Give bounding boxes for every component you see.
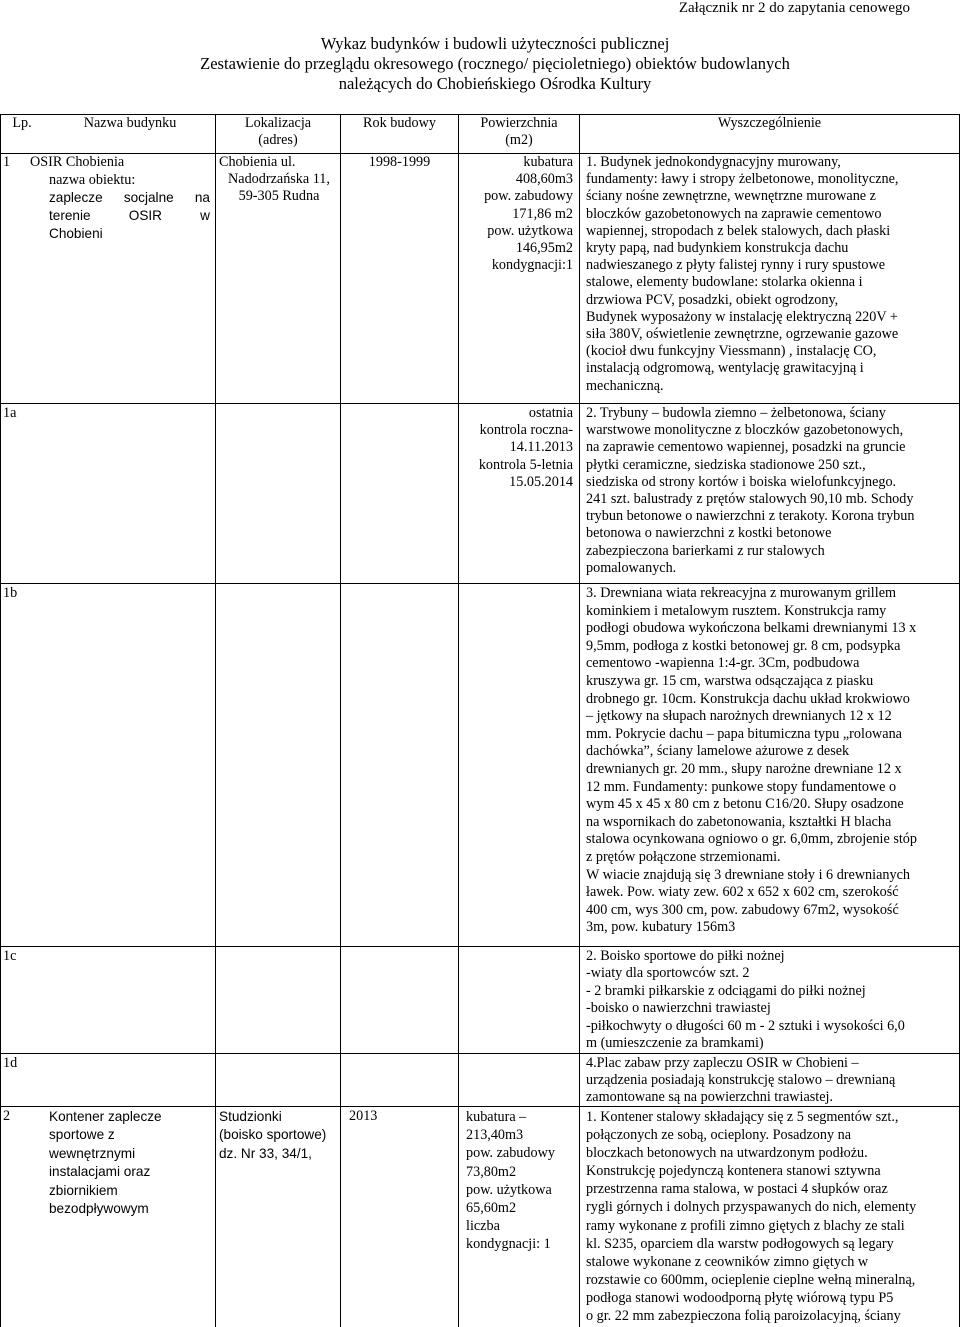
row-number: 2 xyxy=(3,1108,11,1124)
area-values xyxy=(459,154,573,274)
location-line: 59-305 Rudna xyxy=(238,188,320,205)
details-line: 1. Kontener stalowy składający się z 5 segmentów szt., xyxy=(586,1109,899,1125)
details-line: kl. S235, oparciem dla warstw podłogowych są legary xyxy=(586,1235,894,1252)
details-line: połączonych ze sobą, ocieplony. Posadzony na xyxy=(586,1127,852,1144)
details-line: W wiacie znajdują się 3 drewniane stoły i 6 drewnianych xyxy=(586,866,910,883)
details-line: o gr. 22 mm zabezpieczona folią paroizolacyjną, ściany xyxy=(586,1308,901,1325)
header-area-line: Powierzchnia xyxy=(480,115,558,131)
area-line: 171,86 m2 xyxy=(512,205,573,222)
header-lp: Lp. xyxy=(12,115,32,131)
details-line: urządzenia posiadają konstrukcję stalowo – drewnianą xyxy=(586,1072,896,1088)
object-name-line: zaplecze socjalne na xyxy=(49,190,210,205)
details-line: Konstrukcję pojedynczą kontenera stanowi sztywna xyxy=(586,1163,881,1180)
area-line: pow. użytkowa xyxy=(487,222,573,239)
column-divider xyxy=(340,114,341,1327)
details-block xyxy=(586,1108,954,1325)
details-line: mm. Pokrycie dachu – papa bitumiczna typu „rolowana xyxy=(586,725,902,742)
building-name-line: bezodpływowym xyxy=(49,1201,149,1217)
area-line: kondygnacji:1 xyxy=(491,257,573,274)
details-line: płytki ceramiczne, siedziska stadionowe 250 szt., xyxy=(586,456,866,473)
building-name: OSIR Chobienia xyxy=(30,154,125,170)
building-name-line: wewnętrznymi xyxy=(49,1145,136,1161)
building-name xyxy=(49,1108,214,1218)
details-line: wapiennej, stropodach z belek stalowych, dach płaski xyxy=(586,222,891,239)
details-line: 1. Budynek jednokondygnacyjny murowany, xyxy=(586,154,841,170)
row-number: 1a xyxy=(3,405,17,421)
header-area-line: (m2) xyxy=(505,132,533,149)
details-line: cementowo -wapienna 1:4-gr. 3Cm, podbudowa xyxy=(586,655,860,672)
header-area xyxy=(459,115,579,149)
details-block xyxy=(586,585,954,937)
inspection-dates xyxy=(459,405,573,491)
details-line: rozstawie co 600mm, ocieplenie cieplne wełną mineralną, xyxy=(586,1271,916,1288)
area-line: pow. zabudowy xyxy=(484,188,573,205)
location xyxy=(219,154,339,206)
details-line: 3m, pow. kubatury 156m3 xyxy=(586,919,736,936)
details-line: ramy wykonane z profili zimno giętych z blachy ze stali xyxy=(586,1217,905,1234)
details-line: zabezpieczona barierkami z rur stalowych xyxy=(586,542,825,559)
details-line: – jętkowy na słupach narożnych drewnianych 12 x 12 xyxy=(586,708,892,725)
details-line: 12 mm. Fundamenty: punkowe stopy fundamentowe o xyxy=(586,778,897,795)
construction-year: 2013 xyxy=(349,1108,378,1124)
details-line: ławek. Pow. wiaty zew. 602 x 652 x 602 cm, szerokość xyxy=(586,884,899,901)
row-number: 1 xyxy=(3,154,11,170)
details-line: 3. Drewniana wiata rekreacyjna z murowanym grillem xyxy=(586,585,897,601)
header-location-line: (adres) xyxy=(258,132,298,149)
details-line: z prętów połączone strzemionami. xyxy=(586,848,781,865)
column-divider xyxy=(579,114,580,1327)
details-line: przestrzenna rama stalowa, w postaci 4 słupków oraz xyxy=(586,1181,888,1198)
details-line: -wiaty dla sportowców szt. 2 xyxy=(586,965,750,982)
details-line: zamontowane są na powierzchni trawiastej. xyxy=(586,1089,833,1105)
area-line: kubatura – xyxy=(466,1109,527,1125)
details-line: podłoga stanowi wodoodporną płytę wiórową typu P5 xyxy=(586,1289,894,1306)
details-line: na zaprawie cementowo wapiennej, posadzki na gruncie xyxy=(586,439,906,456)
details-block xyxy=(586,154,954,395)
area-line: pow. zabudowy xyxy=(466,1145,555,1162)
building-name-line: instalacjami oraz xyxy=(49,1164,151,1180)
location-line: (boisko sportowe) xyxy=(219,1127,327,1143)
row-number: 1d xyxy=(3,1055,18,1071)
row-number: 1c xyxy=(3,948,17,964)
details-line: bloczkach betonowych na utwardzonym podłożu. xyxy=(586,1145,868,1162)
details-line: pomalowanych. xyxy=(586,559,677,576)
building-name-line: sportowe z xyxy=(49,1127,115,1143)
object-name-line: Chobieni xyxy=(49,226,103,241)
title-line: Wykaz budynków i budowli użyteczności publicznej xyxy=(320,34,670,53)
details-line: mechaniczną. xyxy=(586,377,664,394)
details-line: stalowe wykonane z ceowników zimno giętych w xyxy=(586,1253,869,1270)
details-line: kryty papą, nad budynkiem konstrukcja dachu xyxy=(586,240,849,257)
column-divider xyxy=(215,114,216,1327)
details-line: -boisko o nawierzchni trawiastej xyxy=(586,1000,771,1017)
details-line: stalowe, elementy budowlane: stolarka okienna i xyxy=(586,274,863,291)
column-divider xyxy=(458,114,459,1327)
area-line: 408,60m3 xyxy=(515,171,573,188)
details-line: drewnianych gr. 20 mm., słupy narożne drewniane 12 x xyxy=(586,760,902,777)
area-line: kubatura xyxy=(523,154,573,170)
location-line: dz. Nr 33, 34/1, xyxy=(219,1145,312,1161)
location-line: Chobienia ul. xyxy=(219,154,296,170)
details-line: betonowa o nawierzchni z kostki betonowe xyxy=(586,525,832,542)
header-location-line: Lokalizacja xyxy=(244,115,312,131)
inspection-line: 14.11.2013 xyxy=(509,439,573,456)
details-line: Budynek wyposażony w instalację elektryczną 220V + xyxy=(586,308,898,325)
details-line: 2. Trybuny – budowla ziemno – żelbetonowa, ściany xyxy=(586,405,886,421)
details-line: instalacją odgromową, wentylację grawitacyjną i xyxy=(586,360,864,377)
details-line: (kocioł dwu funkcyjny Viessmann) , instalację CO, xyxy=(586,343,877,360)
object-name-line: terenie OSIR w xyxy=(49,208,210,223)
title-line: należących do Chobieńskiego Ośrodka Kultury xyxy=(338,74,652,93)
details-line: bloczków gazobetonowych na zaprawie cementowo xyxy=(586,205,882,222)
details-line: siedziska od strony kortów i boiska wielofunkcyjnego. xyxy=(586,473,897,490)
header-details: Wyszczególnienie xyxy=(717,115,822,131)
details-line: m (umieszczenie za bramkami) xyxy=(586,1035,764,1052)
details-line: na wspornikach do zabetonowania, kształtki H blacha xyxy=(586,813,892,830)
details-line: 2. Boisko sportowe do piłki nożnej xyxy=(586,948,785,964)
building-name-line: zbiornikiem xyxy=(49,1182,118,1198)
area-line: 146,95m2 xyxy=(515,240,573,257)
header-location xyxy=(216,115,340,149)
details-line: 400 cm, wys 300 cm, pow. zabudowy 67m2, wysokość xyxy=(586,901,899,918)
details-line: drobnego gr. 10cm. Konstrukcja dachu układ krokwiowo xyxy=(586,690,910,707)
location-line: Nadodrzańska 11, xyxy=(228,171,330,188)
table-border xyxy=(0,114,1,1327)
area-line: 73,80m2 xyxy=(466,1163,517,1180)
area-line: 213,40m3 xyxy=(466,1127,524,1144)
details-line: podłogi obudowa wykończona belkami drewnianymi 13 x xyxy=(586,620,917,637)
title-line: Zestawienie do przeglądu okresowego (rocznego/ pięcioletniego) obiektów budowlanych xyxy=(200,54,790,73)
details-line: 4.Plac zabaw przy zapleczu OSIR w Chobieni – xyxy=(586,1055,859,1071)
buildings-table xyxy=(0,114,960,1327)
details-line: drzwiowa PCV, posadzki, obiekt ogrodzony, xyxy=(586,291,839,308)
details-line: siła 380V, oświetlenie zewnętrzne, ogrzewanie gazowe xyxy=(586,326,899,343)
details-line: 241 szt. balustrady z prętów stalowych 90,10 mb. Schody xyxy=(586,491,914,508)
details-line: kruszywa gr. 15 cm, warstwa odsączająca z piasku xyxy=(586,672,874,689)
construction-year: 1998-1999 xyxy=(368,154,431,170)
area-values xyxy=(466,1108,578,1254)
details-line: -piłkochwyty o długości 60 m - 2 sztuki i wysokości 6,0 xyxy=(586,1017,905,1034)
area-line: liczba xyxy=(466,1218,500,1235)
area-line: pow. użytkowa xyxy=(466,1181,552,1198)
inspection-line: kontrola 5-letnia xyxy=(478,456,573,473)
document-title xyxy=(0,34,960,94)
building-name-line: Kontener zaplecze xyxy=(49,1109,162,1124)
details-line: wym 45 x 45 x 80 cm z betonu C16/20. Słupy osadzone xyxy=(586,796,904,813)
object-name xyxy=(49,189,210,243)
header-name: Nazwa budynku xyxy=(83,115,177,131)
details-line: trybun betonowe o nawierzchni z terakoty. Korona trybun xyxy=(586,508,915,525)
details-block xyxy=(586,1055,954,1106)
annex-label: Załącznik nr 2 do zapytania cenowego xyxy=(678,0,910,16)
inspection-line: kontrola roczna- xyxy=(479,422,573,439)
details-line: kominkiem i metalowym rusztem. Konstrukcja ramy xyxy=(586,602,887,619)
details-line: nadwieszanego z płyty falistej rynny i rury spustowe xyxy=(586,257,886,274)
details-line: - 2 bramki piłkarskie z odciągami do piłki nożnej xyxy=(586,982,866,999)
area-line: 65,60m2 xyxy=(466,1200,517,1217)
location-line: Studzionki xyxy=(219,1109,282,1124)
details-block xyxy=(586,948,954,1052)
details-line: stalowa ocynkowana ogniowo o gr. 6,0mm, zbrojenie stóp xyxy=(586,831,917,848)
area-line: kondygnacji: 1 xyxy=(466,1236,551,1253)
details-column xyxy=(586,114,954,1327)
details-line: warstwowe monolityczne z bloczków gazobetonowych, xyxy=(586,422,904,439)
details-line: 9,5mm, podłoga z kostki betonowej gr. 8 cm, podsypka xyxy=(586,637,901,654)
location xyxy=(219,1108,340,1163)
details-line: ściany nośne zewnętrzne, wewnętrzne murowane z xyxy=(586,188,876,205)
details-line: fundamenty: ławy i stropy żelbetonowe, monolityczne, xyxy=(586,171,899,188)
object-label: nazwa obiektu: xyxy=(49,172,136,188)
details-block xyxy=(586,405,954,577)
row-number: 1b xyxy=(3,585,18,601)
inspection-line: ostatnia xyxy=(528,405,573,421)
inspection-line: 15.05.2014 xyxy=(509,473,573,490)
details-line: dachówka”, ściany lamelowe ażurowe z desek xyxy=(586,743,850,760)
details-line: rygli górnych i dolnych przyspawanych do nich, elementy xyxy=(586,1199,917,1216)
header-year: Rok budowy xyxy=(363,115,436,131)
